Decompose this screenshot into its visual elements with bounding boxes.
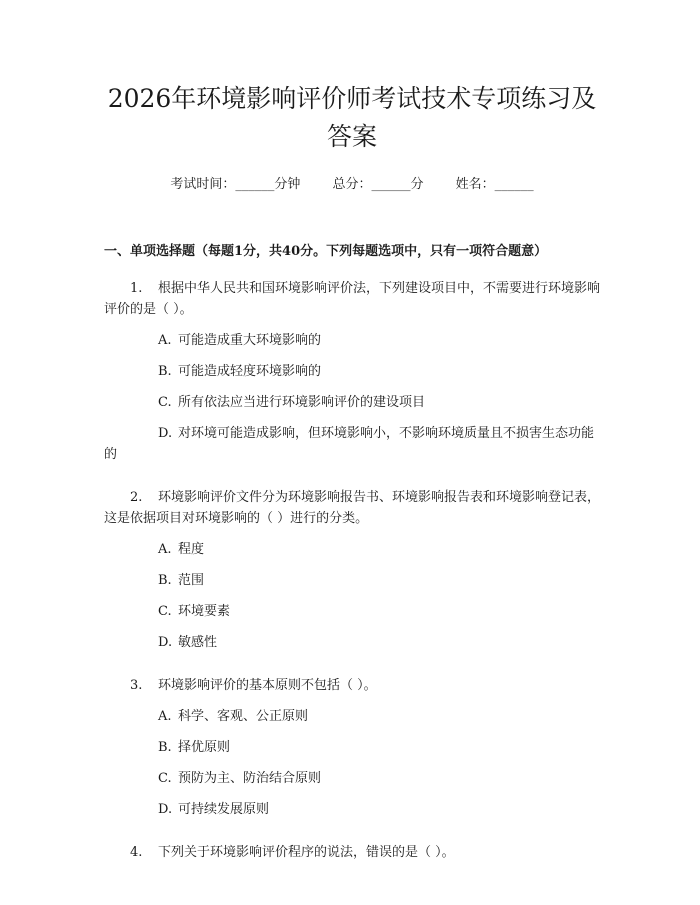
option (104, 601, 600, 622)
option-letter: A. (158, 542, 172, 557)
option-text: 科学、客观、公正原则 (178, 709, 309, 724)
question-text: 下列关于环境影响评价程序的说法，错误的是（ ）。 (158, 845, 455, 860)
question-text: 环境影响评价文件分为环境影响报告书、环境影响报告表和环境影响登记表，这是依据项目对环境影响的（ ）进行的分类。 (104, 490, 601, 526)
option-text: 环境要素 (178, 604, 231, 619)
option (104, 423, 600, 465)
exam-meta (104, 176, 600, 194)
option-text: 可能造成重大环境影响的 (178, 333, 322, 348)
section-heading: 一、单项选择题（每题1分，共40分。下列每题选项中，只有一项符合题意） (104, 244, 548, 259)
option (104, 539, 600, 560)
document-title (104, 0, 600, 156)
option-text: 敏感性 (178, 635, 218, 650)
option-letter: D. (158, 635, 173, 650)
option-text: 程度 (178, 542, 205, 557)
option-text: 可能造成轻度环境影响的 (178, 364, 322, 379)
question-number: 3. (130, 678, 143, 693)
exam-time-field: 考试时间：______分钟 (170, 177, 301, 192)
total-score-field: 总分：______分 (332, 177, 424, 192)
option-letter: D. (158, 802, 173, 817)
option-letter: A. (158, 333, 172, 348)
question-number: 1. (130, 281, 143, 296)
option-letter: B. (158, 573, 172, 588)
question (104, 487, 600, 529)
option-letter: B. (158, 364, 172, 379)
question-text: 根据中华人民共和国环境影响评价法，下列建设项目中，不需要进行环境影响评价的是（ ）。 (104, 281, 601, 317)
option-text: 预防为主、防治结合原则 (178, 771, 322, 786)
question-number: 4. (130, 845, 143, 860)
option (104, 570, 600, 591)
option-letter: A. (158, 709, 172, 724)
option-text: 范围 (178, 573, 205, 588)
question (104, 278, 600, 320)
option (104, 706, 600, 727)
option-letter: C. (158, 771, 172, 786)
option (104, 632, 600, 653)
name-field: 姓名：______ (455, 177, 534, 192)
question-text: 环境影响评价的基本原则不包括（ ）。 (158, 678, 377, 693)
option-text: 择优原则 (178, 740, 231, 755)
option-letter: C. (158, 395, 172, 410)
option (104, 330, 600, 351)
title-line-1: 2026年环境影响评价师考试技术专项练习及 (107, 84, 597, 113)
question-number: 2. (130, 490, 143, 505)
option-text: 对环境可能造成影响，但环境影响小，不影响环境质量且不损害生态功能的 (104, 426, 595, 462)
option-letter: B. (158, 740, 172, 755)
option-letter: C. (158, 604, 172, 619)
option (104, 768, 600, 789)
option (104, 799, 600, 820)
title-line-2: 答案 (326, 122, 377, 151)
option-text: 可持续发展原则 (178, 802, 270, 817)
option (104, 361, 600, 382)
question (104, 675, 600, 696)
option (104, 737, 600, 758)
option-text: 所有依法应当进行环境影响评价的建设项目 (178, 395, 426, 410)
option-letter: D. (158, 426, 173, 441)
question (104, 842, 600, 863)
option (104, 392, 600, 413)
